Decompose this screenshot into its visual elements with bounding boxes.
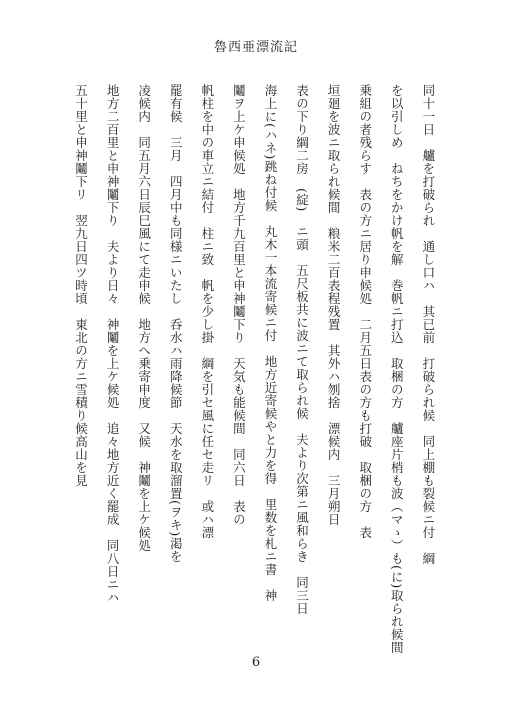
text-column: 乗組の者残らす 表の方ニ居り申候処 二月五日表の方も打破 取梱の方 表	[357, 84, 373, 539]
text-column: 同十一日 艫を打破られ 通し口ハ 其已前 打破られ候 同上棚も裂候ニ付 綱	[420, 84, 436, 565]
text-column: 鬮ヲ上ケ申候処 地方千九百里と申神鬮下り 天気も能候間 同六日 表の	[231, 84, 247, 526]
vertical-text-body	[73, 84, 436, 654]
page-number: 6	[251, 655, 261, 670]
text-column: 凌候内 同五月六日辰巳風にて走申候 地方へ乗寄申度 又候 神鬮を上ケ候処	[136, 84, 152, 552]
text-column: 地方二百里と申神鬮下り 夫より日々 神鬮を上ケ候処 追々地方近く罷成 同八日ニハ	[105, 84, 121, 604]
text-column: 帆柱を中の車立ニ結付 柱ニ致 帆を少し掛 綱を引セ風に任セ走リ 或ハ漂	[199, 84, 215, 539]
text-column: 罷有候 三月 四月中も同様ニいたし 呑水ハ雨降候節 天水を取溜置(ヲキ)渇を	[168, 84, 184, 563]
text-column: 垣廻を波ニ取られ候間 粮米二百表程残置 其外ハ刎捨 漂候内 三月朔日	[326, 84, 342, 526]
text-column: 五十里と申神鬮下リ 翌九日四ツ時頃 東北の方ニ雪積り候高山を見	[73, 84, 89, 487]
text-column: 海上に(ハネ)跳ね付候 丸木一本流寄候ニ付 地方近寄候やと力を得 里数を札ニ書 神	[262, 84, 278, 602]
text-column: を以引しめ ねちをかけ帆を解 巻帆ニ打込 取梱の方 艫座片梢も波（マゝ）も(に)取られ候間	[389, 84, 405, 654]
text-column: 表の下り綱二房 (綻) ニ頭 五尺板共に波ニて取られ候 夫より次第ニ風和らき 同三日	[294, 84, 310, 615]
page-title: 魯西亜漂流記	[213, 40, 298, 55]
